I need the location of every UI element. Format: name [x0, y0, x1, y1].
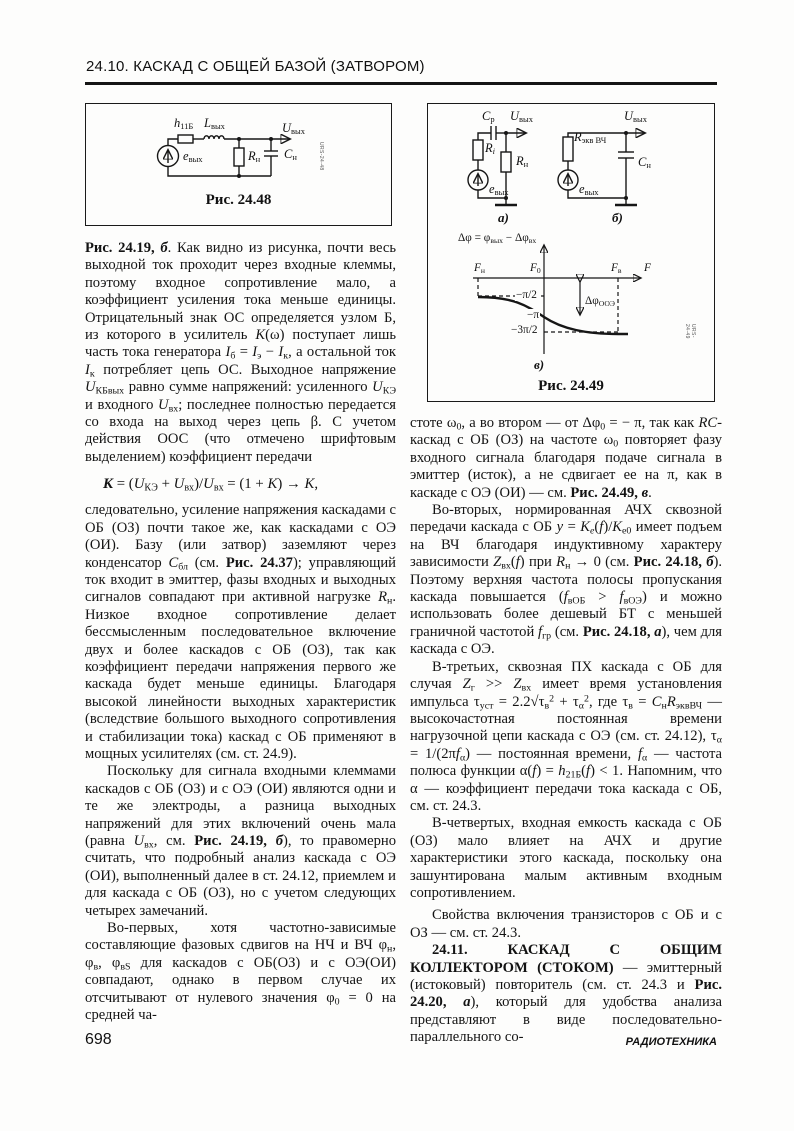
paragraph: Во-первых, хотя частотно-зависимые составляющие фазовых сдвигов на НЧ и ВЧ $\varphi_н$, $\varphi_в$, $\varphi_{вS}$ для каскадов с ОБ(ОЗ) и с ОЭ(ОИ) совпадают, однако в первом случае их отсчитывают от нулевого значения $\varphi_0 = 0$ на средней ча-	[85, 920, 396, 1024]
tick-minus-pi: −π	[527, 309, 540, 321]
header-rule	[85, 82, 717, 85]
left-column	[85, 103, 396, 1024]
tick-minus-pi-half: −π/2	[516, 289, 537, 301]
paragraph: стоте $\omega_0$, а во втором — от $\Delta\varphi_0$ = − π, так как RC-каскад с ОБ (ОЗ) на частоте $\omega_0$ повторяет фазу входного сигнала благодаря подаче сигнала в эмиттер (исток), а не сдвигает ее на π, как в каскаде с ОЭ (ОИ) — см. Рис. 24.49, в.	[410, 415, 722, 501]
figure-caption: Рис. 24.48	[205, 192, 272, 208]
label-r-load: $R_н$	[248, 149, 261, 165]
label-u-out-b: $U_{вых}$	[624, 109, 648, 125]
label-r-eq-hf: $R_{экв ВЧ}$	[574, 130, 607, 146]
section-header: 24.10. КАСКАД С ОБЩЕЙ БАЗОЙ (ЗАТВОРОМ)	[86, 58, 425, 75]
figure-24-49	[427, 103, 715, 402]
x-axis-label: F	[644, 262, 651, 274]
paragraph: В-четвертых, входная емкость каскада с ОБ (ОЗ) мало влияет на АЧХ и другие характеристики этого каскада, поскольку она зашунтирована малым активным входным сопротивлением.	[410, 815, 722, 901]
paragraph: следовательно, усиление напряжения каскадами с ОБ (ОЗ) почти такое же, как каскадами с ОЭ (ОИ). Базу (или затвор) заземляют через конденсатор $С_{бл}$ (см. Рис. 24.37); управляющий ток входит в эмиттер, фазы входных и выходных сигналов совпадают при активной нагрузке $R_н$. Низкое входное сопротивление делает бессмысленным последовательное включение двух и более каскадов с ОБ (ОЗ), так как коэффициент передачи напряжения первого же каскада будет меньше единицы. Благодаря высокой линейности выходных характеристик (вследствие большого выходного сопротивления и стабилизации тока) каскад с ОБ применяют в мощных усилителях (см. ст. 24.9).	[85, 502, 396, 762]
circuit-and-graph-24-49	[428, 104, 714, 401]
tick-minus-three-pi-half: −3π/2	[511, 324, 538, 336]
subfigure-v-label: в)	[534, 357, 545, 372]
running-title: РАДИОТЕХНИКА	[625, 1036, 717, 1048]
figure-24-48	[85, 103, 392, 226]
page-number: 698	[85, 1031, 112, 1048]
label-delta-phi-ooe: $\Delta\varphi_{ООЭ}$	[585, 295, 615, 308]
label-l-out: $L_{вых}$	[204, 116, 225, 132]
graph-y-axis-label: $\Delta\varphi = \varphi_{вых} - \Delta\varphi_{вх}$	[458, 232, 537, 245]
tick-f-low: $F_н$	[474, 262, 486, 275]
label-e-out-a: $е_{вых}$	[489, 182, 509, 198]
label-c-coupling: $C_р$	[482, 109, 495, 125]
subfigure-b-label: б)	[612, 210, 623, 225]
label-u-out: $U_{вых}$	[282, 121, 306, 137]
paragraph: Свойства включения транзисторов с ОБ и с ОЗ — см. ст. 24.3.	[410, 907, 722, 941]
right-column	[410, 103, 722, 1047]
formula-gain: $К = (U_{КЭ} + U_{вх})/U_{вх} = (1 + K) \to K$,	[103, 476, 319, 494]
paragraph: Рис. 24.19, б. Как видно из рисунка, почти весь выходной ток проходит через входные клеммы, поэтому входное сопротивление мало, а коэффициент усиления тока меньше единицы. Отрицательный знак ОС определяется узлом Б, из которого в усилитель K(ω) поступает лишь часть тока генератора $I_б = I_э - I_к$, а остальной ток $I_к$ потребляет цепь ОС. Выходное напряжение $U_{КБвых}$ равно сумме напряжений: усиленного $U_{КЭ}$ и входного $U_{вх}$; последнее полностью передается со входа на выход через цепь β. С учетом действия ООС (что отмечено шрифтовым выделением) коэффициент передачи	[85, 240, 397, 465]
label-e-out-b: $е_{вых}$	[579, 182, 599, 198]
figure-id-text: URS-24-49	[684, 324, 696, 339]
figure-id-text: URS-24-48	[318, 142, 324, 171]
paragraph: В-третьих, сквозная ПХ каскада с ОБ для случая $Z_г >> Z_{вх}$ имеет время установления импульса $\tau_{уст} = 2.2√\tau_в^2 + \tau_\alpha^2$, где $\tau_в = C_нR_{эквВЧ}$ — высокочастотная постоянная времени нагрузочной цепи каскада с ОЭ (см. ст. 24.12), $\tau_\alpha = 1/(2\pi f_\alpha)$ — постоянная времени, $f_\alpha$ — частота полюса функции $\alpha(f) = h_{21Б}(f) < 1$. Напомним, что α — коэффициент передачи тока каскада с ОБ, см. ст. 24.3.	[410, 658, 722, 814]
subfigure-a-label: а)	[498, 210, 509, 225]
label-c-load-b: $С_н$	[638, 155, 651, 171]
figure-caption: Рис. 24.49	[538, 378, 604, 394]
paragraph: Поскольку для сигнала входными клеммами каскадов с ОБ (ОЗ) и с ОЭ (ОИ) являются одни и те же электроды, а разница выходных напряжений для этих включений очень мала (равна $U_{вх}$, см. Рис. 24.19, б), то правомерно считать, что подробный анализ каскада с ОЭ (ОИ), выполненный далее в ст. 24.12, приемлем и для каскада с ОБ (ОЗ), но с учетом следующих четырех замечаний.	[85, 763, 396, 919]
tick-f-high: $F_в$	[611, 262, 622, 275]
label-r-internal: $R_i$	[485, 141, 496, 157]
paragraph-section-24-11: 24.11. КАСКАД С ОБЩИМ КОЛЛЕКТОРОМ (СТОКОМ) — эмиттерный (истоковый) повторитель (см. ст. 24.3 и Рис. 24.20, а), который для удобства анализа представляют в виде последовательно-параллельного со-	[410, 942, 722, 1046]
label-r-load-a: $R_н$	[516, 154, 529, 170]
paragraph: Во-вторых, нормированная АЧХ сквозной передачи каскада с ОБ $y = K_e(f)/K_{e0}$ имеет подъем на ВЧ благодаря индуктивному характеру зависимости $Z_{вх}(f)$ при $R_н \to 0$ (см. Рис. 24.18, б). Поэтому верхняя частота полосы пропускания каскада повышается $(f_{вОБ} > f_{вОЭ})$ и можно использовать более дешевый БТ с меньшей граничной частотой $f_{гр}$ (см. Рис. 24.18, а), чем для каскада с ОЭ.	[410, 502, 723, 658]
label-u-out-a: $U_{вых}$	[510, 109, 534, 125]
label-e-out: $е_{вых}$	[183, 149, 203, 165]
label-h11b: $h_{11Б}$	[174, 116, 194, 132]
tick-f-zero: $F_0$	[530, 262, 541, 275]
label-c-load: $С_н$	[284, 147, 297, 163]
